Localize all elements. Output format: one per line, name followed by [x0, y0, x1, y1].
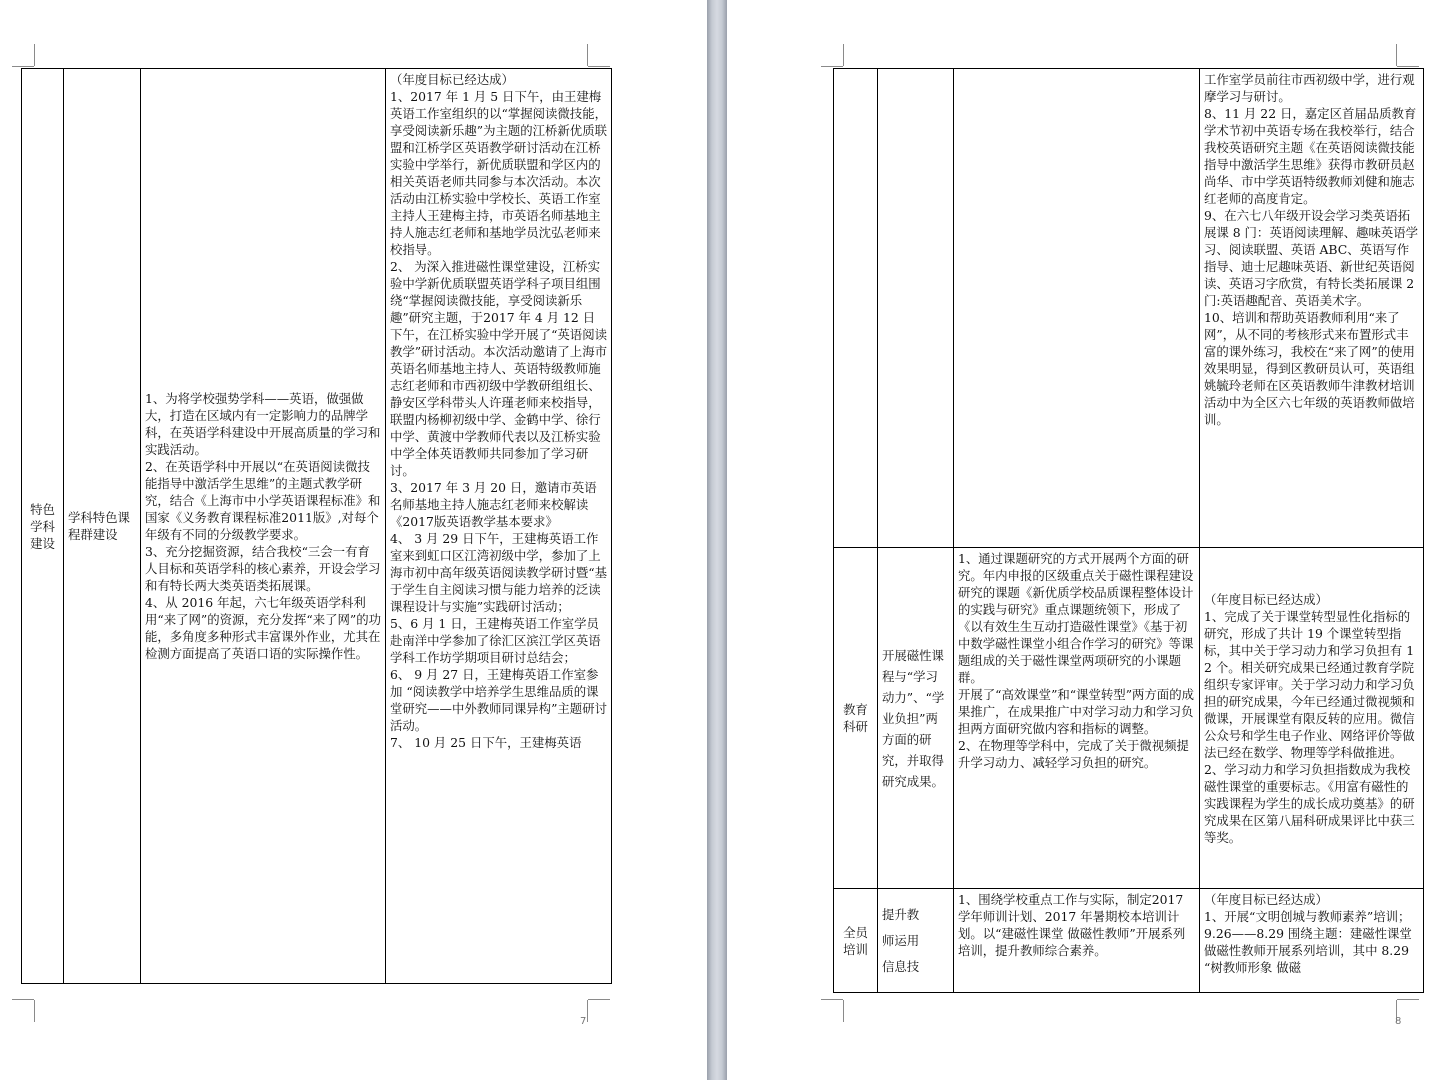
crop-mark: [587, 44, 588, 66]
crop-mark: [843, 1000, 844, 1022]
work-plan-table: [21, 68, 612, 984]
crop-mark: [821, 999, 843, 1000]
document-page-right: [727, 0, 1454, 1080]
crop-mark: [588, 66, 610, 67]
plan-cell: 1、为将学校强势学科——英语，做强做大，打造在区域内有一定影响力的品牌学科，在英语学科建设中开展高质量的学习和实践活动。 2、在英语学科中开展以“在英语阅读微技能指导中激活学生思维”的主题式教学研究，结合《上海市中小学英语课程标准》和国家《义务教育课程标准2011版》,对每个年级有不同的分级教学要求。 3、充分挖掘资源，结合我校“三会一有育人目标和英语学科的核心素养，开设会学习和有特长两大类英语类拓展课。 4、从 2016 年起，六七年级英语学科利用“来了网”的资源，充分发挥“来了网”的功能，多角度多种形式丰富课外作业，尤其在检测方面提高了英语口语的实际操作性。: [141, 69, 386, 984]
subcategory-cell: [878, 69, 954, 548]
category-cell: 教育 科研: [834, 548, 878, 889]
plan-cell: 1、通过课题研究的方式开展两个方面的研究。年内申报的区级重点关于磁性课程建设研究的课题《新优质学校品质课程整体设计的实践与研究》重点课题统领下，形成了《以有效生生互动打造磁性课堂》《基于初中数学磁性课堂小组合作学习的研究》等课题组成的关于磁性课堂两项研究的小课题群。 开展了“高效课堂”和“课堂转型”两方面的成果推广，在成果推广中对学习动力和学习负担两方面研究做内容和指标的调整。 2、在物理等学科中，完成了关于微视频提升学习动力、减轻学习负担的研究。: [954, 548, 1200, 889]
crop-mark: [1397, 66, 1419, 67]
document-page-left: [0, 0, 707, 1080]
plan-cell: 1、围绕学校重点工作与实际，制定2017 学年师训计划、2017 年暑期校本培训计划。以“建磁性课堂 做磁性教师”开展系列培训，提升教师综合素养。: [954, 889, 1200, 993]
crop-mark: [12, 66, 34, 67]
crop-mark: [843, 44, 844, 66]
crop-mark: [1397, 999, 1419, 1000]
page-number: 8: [1395, 1016, 1402, 1027]
results-cell: （年度目标已经达成） 1、开展“文明创城与教师素养”培训；9.26——8.29 围绕主题：建磁性课堂 做磁性教师开展系列培训，其中 8.29 “树教师形象 做磁: [1200, 889, 1424, 993]
results-cell: （年度目标已经达成） 1、完成了关于课堂转型显性化指标的研究，形成了共计 19 个课堂转型指标，其中关于学习动力和学习负担有 12 个。相关研究成果已经通过教育学院组织专家评审。关于学习动力和学习负担的研究成果，今年已经通过微视频和微课，开展课堂有限反转的应用。微信公众号和学生电子作业、网络评价等做法已经在数学、物理等学科做推进。 2、学习动力和学习负担指数成为我校磁性课堂的重要标志。《用富有磁性的实践课程为学生的成长成功奠基》的研究成果在区第八届科研成果评比中获三等奖。: [1200, 548, 1424, 889]
work-plan-table: [833, 68, 1424, 993]
page-gutter: [707, 0, 727, 1080]
category-cell: 全员 培训: [834, 889, 878, 993]
results-cell: （年度目标已经达成） 1、2017 年 1 月 5 日下午，由王建梅英语工作室组织的以“掌握阅读微技能，享受阅读新乐趣”为主题的江桥新优质联盟和江桥学区英语教学研讨活动在江桥实验中学举行，新优质联盟和学区内的相关英语老师共同参与本次活动。本次活动由江桥实验中学校长、英语工作室主持人王建梅主持，市英语名师基地主持人施志红老师和基地学员沈弘老师来校指导。 2、 为深入推进磁性课堂建设，江桥实验中学新优质联盟英语学科子项目组围绕“掌握阅读微技能，享受阅读新乐趣”研究主题，于2017 年 4 月 12 日下午，在江桥实验中学开展了“英语阅读教学”研讨活动。本次活动邀请了上海市英语名师基地主持人、英语特级教师施志红老师和市西初级中学教研组组长、静安区学科带头人许瑾老师来校指导，联盟内杨柳初级中学、金鹤中学、徐行中学、黄渡中学教师代表以及江桥实验中学全体英语教师共同参加了学习研讨。 3、2017 年 3 月 20 日，邀请市英语名师基地主持人施志红老师来校解读《2017版英语教学基本要求》 4、 3 月 29 日下午，王建梅英语工作室来到虹口区江湾初级中学，参加了上海市初中高年级英语阅读教学研讨暨“基于学生自主阅读习惯与能力培养的泛读课程设计与实施”实践研讨活动； 5、6 月 1 日，王建梅英语工作室学员赴南洋中学参加了徐汇区滨江学区英语学科工作坊学期项目研讨总结会； 6、 9 月 27 日，王建梅英语工作室参加 “阅读教学中培养学生思维品质的课堂研究——中外教师同课异构”主题研讨活动。 7、 10 月 25 日下午，王建梅英语: [386, 69, 612, 984]
crop-mark: [1396, 44, 1397, 66]
crop-mark: [12, 999, 34, 1000]
table-row: [22, 69, 612, 984]
crop-mark: [588, 999, 610, 1000]
table-row: [834, 69, 1424, 548]
subcategory-cell: 提升教 师运用 信息技: [878, 889, 954, 993]
plan-cell: [954, 69, 1200, 548]
subcategory-cell: 学科特色课程群建设: [64, 69, 141, 984]
crop-mark: [821, 66, 843, 67]
category-cell: 特色 学科 建设: [22, 69, 64, 984]
subcategory-cell: 开展磁性课程与“学习动力”、“学业负担”两方面的研究，并取得研究成果。: [878, 548, 954, 889]
results-cell: 工作室学员前往市西初级中学，进行观摩学习与研讨。 8、11 月 22 日，嘉定区首届品质教育学术节初中英语专场在我校举行，结合我校英语研究主题《在英语阅读微技能指导中激活学生思维》获得市教研员赵尚华、市中学英语特级教师刘健和施志红老师的高度肯定。 9、在六七八年级开设会学习类英语拓展课 8 门：英语阅读理解、趣味英语学习、阅读联盟、英语 ABC、英语写作指导、迪士尼趣味英语、新世纪英语阅读、英语习字欣赏，有特长类拓展课 2 门:英语趣配音、英语美术字。 10、培训和帮助英语教师利用“来了网”，从不同的考核形式来布置形式丰富的课外练习，我校在“来了网”的使用效果明显，得到区教研员认可，英语组姚毓玲老师在区英语教师牛津教材培训活动中为全区六七年级的英语教师做培训。: [1200, 69, 1424, 548]
crop-mark: [34, 44, 35, 66]
crop-mark: [34, 1000, 35, 1022]
crop-mark: [587, 1000, 588, 1022]
table-row: [834, 889, 1424, 993]
table-row: [834, 548, 1424, 889]
category-cell: [834, 69, 878, 548]
page-number: 7: [580, 1016, 587, 1027]
